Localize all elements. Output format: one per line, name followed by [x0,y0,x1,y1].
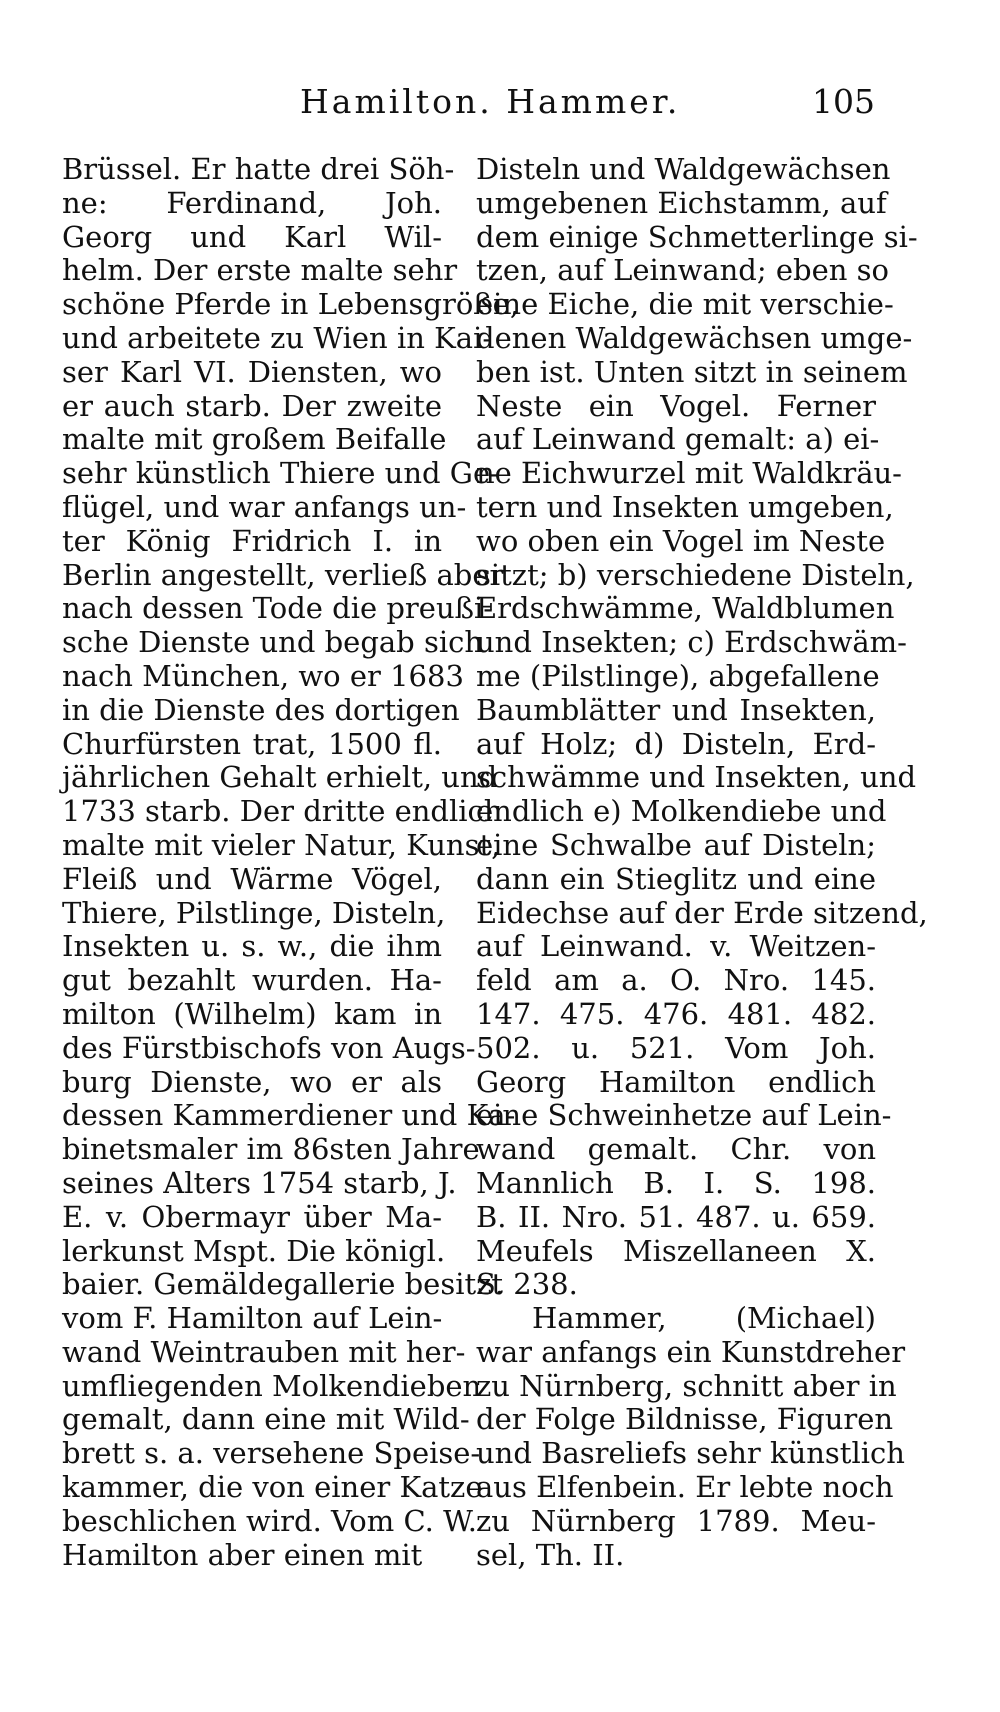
text-line: eine Schwalbe auf Disteln; [476,827,876,862]
page-number: 105 [812,82,875,121]
text-line: wo oben ein Vogel im Neste [476,523,886,558]
text-line: nach München, wo er 1683 [62,658,464,693]
text-line: vom F. Hamilton auf Lein- [62,1301,443,1336]
text-line: wand gemalt. Chr. von [476,1132,876,1167]
text-line: des Fürstbischofs von Augs- [62,1030,476,1065]
text-line: umfliegenden Molkendieben [62,1368,482,1403]
text-line: endlich e) Molkendiebe und [476,794,887,829]
text-line: er auch starb. Der zweite [62,388,442,423]
text-line: tzen, auf Leinwand; eben so [476,253,889,288]
text-line: tern und Insekten umgeben, [476,489,894,524]
text-line: Georg Hamilton endlich [476,1064,876,1099]
text-line: sehr künstlich Thiere und Ge- [62,456,500,491]
text-line: ter König Fridrich I. in [62,523,442,558]
text-line: jährlichen Gehalt erhielt, und [62,760,498,795]
text-line: gemalt, dann eine mit Wild- [62,1402,470,1437]
text-line: 1733 starb. Der dritte endlich [62,794,503,829]
right-column [476,152,928,1572]
text-line: beschlichen wird. Vom C. W. [62,1503,478,1538]
text-line: eine Schweinhetze auf Lein- [476,1098,892,1133]
text-line: brett s. a. versehene Speise- [62,1436,481,1471]
text-line: und Insekten; c) Erdschwäm- [476,625,907,660]
left-column [62,152,520,1572]
text-line: 502. u. 521. Vom Joh. [476,1030,876,1065]
text-line: Eidechse auf der Erde sitzend, [476,895,928,930]
text-line: Hamilton aber einen mit [62,1537,423,1572]
text-line: Fleiß und Wärme Vögel, [62,861,442,896]
text-line: malte mit großem Beifalle [62,422,447,457]
text-line: ne: Ferdinand, Joh. [62,185,442,220]
text-line: milton (Wilhelm) kam in [62,996,442,1031]
text-line: Brüssel. Er hatte drei Söh- [62,152,455,186]
text-line: und Basreliefs sehr künstlich [476,1436,905,1471]
text-line: 147. 475. 476. 481. 482. [476,996,876,1031]
text-line: feld am a. O. Nro. 145. [476,963,876,998]
text-line: Disteln und Waldgewächsen [476,152,891,186]
text-line: war anfangs ein Kunstdreher [476,1334,906,1369]
text-line: zu Nürnberg, schnitt aber in [476,1368,897,1403]
text-line: sitzt; b) verschiedene Disteln, [476,557,915,592]
text-line: der Folge Bildnisse, Figuren [476,1402,894,1437]
text-line: nach dessen Tode die preußi- [62,591,494,626]
text-line: und arbeitete zu Wien in Kai- [62,320,493,355]
text-line: Mannlich B. I. S. 198. [476,1165,876,1200]
text-line: zu Nürnberg 1789. Meu- [476,1503,876,1538]
text-line: seines Alters 1754 starb, J. [62,1165,457,1200]
text-line: ne Eichwurzel mit Waldkräu- [476,456,902,491]
text-line: E. v. Obermayr über Ma- [62,1199,442,1234]
text-line: S. 238. [476,1267,578,1302]
text-line: schöne Pferde in Lebensgröße, [62,287,520,322]
text-line: binetsmaler im 86sten Jahre [62,1132,480,1167]
text-line: flügel, und war anfangs un- [62,489,467,524]
text-line: Hammer, (Michael) [532,1301,876,1336]
text-line: me (Pilstlinge), abgefallene [476,658,880,693]
text-line: burg Dienste, wo er als [62,1064,442,1099]
text-line: Insekten u. s. w., die ihm [62,929,442,964]
text-line: schwämme und Insekten, und [476,760,917,795]
text-line: B. II. Nro. 51. 487. u. 659. [476,1199,876,1234]
text-line: malte mit vieler Natur, Kunst, [62,827,501,862]
text-line: Baumblätter und Insekten, [476,692,876,727]
text-line: in die Dienste des dortigen [62,692,460,727]
text-line: umgebenen Eichstamm, auf [476,185,887,220]
text-line: Berlin angestellt, verließ aber [62,557,504,592]
text-line: auf Leinwand gemalt: a) ei- [476,422,880,457]
text-line: baier. Gemäldegallerie besitzt [62,1267,504,1302]
text-line: Georg und Karl Wil- [62,219,442,254]
text-line: wand Weintrauben mit her- [62,1334,466,1369]
text-line: dessen Kammerdiener und Ka- [62,1098,516,1133]
text-line: sche Dienste und begab sich [62,625,484,660]
text-line: eine Eiche, die mit verschie- [476,287,894,322]
text-line: ser Karl VI. Diensten, wo [62,354,442,389]
text-line: Neste ein Vogel. Ferner [476,388,876,423]
text-line: helm. Der erste malte sehr [62,253,458,288]
text-line: Churfürsten trat, 1500 fl. [62,726,442,761]
text-line: auf Leinwand. v. Weitzen- [476,929,876,964]
text-line: Meufels Miszellaneen X. [476,1233,876,1268]
text-line: ben ist. Unten sitzt in seinem [476,354,908,389]
text-line: Thiere, Pilstlinge, Disteln, [62,895,446,930]
text-line: gut bezahlt wurden. Ha- [62,963,442,998]
text-line: auf Holz; d) Disteln, Erd- [476,726,876,761]
text-line: Erdschwämme, Waldblumen [476,591,895,626]
text-line: denen Waldgewächsen umge- [476,320,913,355]
text-line: kammer, die von einer Katze [62,1470,483,1505]
text-line: sel, Th. II. [476,1537,625,1572]
text-line: dem einige Schmetterlinge si- [476,219,918,254]
text-line: aus Elfenbein. Er lebte noch [476,1470,894,1505]
text-line: dann ein Stieglitz und eine [476,861,876,896]
running-head: Hamilton. Hammer. [300,82,681,121]
text-line: lerkunst Mspt. Die königl. [62,1233,446,1268]
